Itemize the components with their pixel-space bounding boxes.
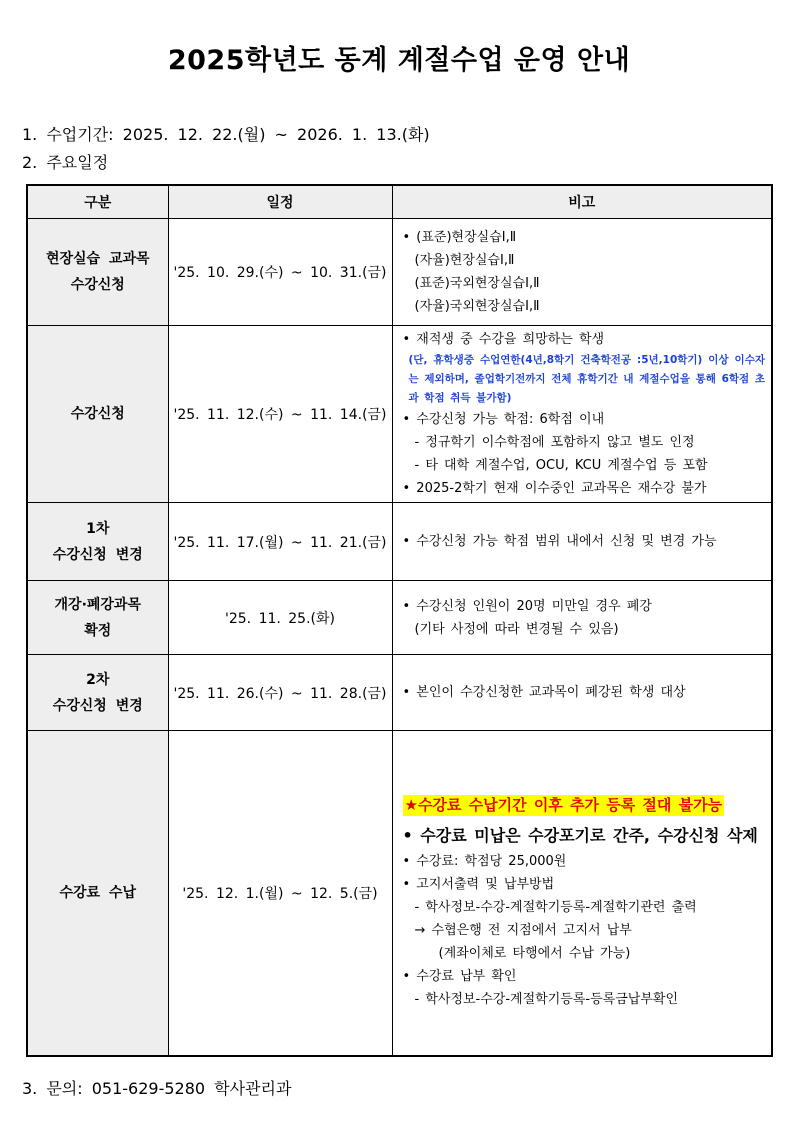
note-item: • 수강신청 가능 학점: 6학점 이내 — [402, 412, 605, 427]
note-item: • 수강료: 학점당 25,000원 — [402, 854, 567, 869]
note-item: • 재적생 중 수강을 희망하는 학생 — [402, 332, 605, 347]
note-item: - 학사정보-수강-계절학기등록-계절학기관련 출력 — [414, 900, 697, 915]
row-category: 수강료 수납 — [27, 731, 168, 1057]
note-item: → 수협은행 전 지점에서 고지서 납부 — [414, 923, 632, 938]
table-row — [27, 581, 772, 655]
header-date: 일정 — [168, 185, 392, 219]
row-category: 1차 수강신청 변경 — [27, 503, 168, 581]
header-notes: 비고 — [392, 185, 772, 219]
row-category: 수강신청 — [27, 326, 168, 503]
leave-restriction-note: (단, 휴학생중 수업연한(4년,8학기 건축학전공 :5년,10학기) 이상 이수자는 제외하며, 졸업학기전까지 전체 휴학기간 내 계절수업을 통해 6학점 초과 학점 취득 불가함) — [408, 354, 765, 404]
row-notes — [392, 731, 772, 1057]
row-date: '25. 11. 25.(화) — [168, 581, 392, 655]
table-row — [27, 731, 772, 1057]
row-category: 개강·폐강과목 확정 — [27, 581, 168, 655]
contact-info: 3. 문의: 051-629-5280 학사관리과 — [22, 1079, 292, 1098]
note-item: • 고지서출력 및 납부방법 — [402, 877, 555, 892]
table-row — [27, 219, 772, 326]
warning-highlight: ★수강료 수납기간 이후 추가 등록 절대 불가능 — [404, 796, 723, 814]
row-notes — [392, 219, 772, 326]
table-row — [27, 326, 772, 503]
note-item: (자율)국외현장실습Ⅰ,Ⅱ — [414, 299, 540, 314]
schedule-heading: 2. 주요일정 — [22, 153, 109, 172]
note-item: - 타 대학 계절수업, OCU, KCU 계절수업 등 포함 — [414, 458, 708, 473]
table-header-row — [27, 185, 772, 219]
row-notes — [392, 503, 772, 581]
header-category: 구분 — [27, 185, 168, 219]
note-item: • 수강료 납부 확인 — [402, 969, 517, 984]
class-period: 1. 수업기간: 2025. 12. 22.(월) ~ 2026. 1. 13.(화) — [22, 125, 430, 144]
row-date: '25. 12. 1.(월) ~ 12. 5.(금) — [168, 731, 392, 1057]
row-category: 현장실습 교과목 수강신청 — [27, 219, 168, 326]
row-date: '25. 10. 29.(수) ~ 10. 31.(금) — [168, 219, 392, 326]
note-item: (기타 사정에 따라 변경될 수 있음) — [414, 621, 619, 637]
note-item: • (표준)현장실습Ⅰ,Ⅱ — [402, 230, 517, 245]
row-notes — [392, 655, 772, 731]
page-title: 2025학년도 동계 계절수업 운영 안내 — [167, 45, 631, 76]
note-item: • 본인이 수강신청한 교과목이 폐강된 학생 대상 — [402, 685, 686, 700]
table-row — [27, 503, 772, 581]
note-item: • 수강료 미납은 수강포기로 간주, 수강신청 삭제 — [402, 826, 758, 845]
note-item: - 학사정보-수강-계절학기등록-등록금납부확인 — [414, 992, 678, 1007]
note-item: (자율)현장실습Ⅰ,Ⅱ — [414, 253, 515, 268]
note-item: • 수강신청 가능 학점 범위 내에서 신청 및 변경 가능 — [402, 534, 717, 549]
row-date: '25. 11. 26.(수) ~ 11. 28.(금) — [168, 655, 392, 731]
table-row — [27, 655, 772, 731]
schedule-table — [26, 184, 773, 1057]
note-item: - 정규학기 이수학점에 포함하지 않고 별도 인정 — [414, 435, 695, 450]
note-item: • 수강신청 인원이 20명 미만일 경우 폐강 — [402, 598, 652, 614]
row-notes — [392, 326, 772, 503]
note-item: (계좌이체로 타행에서 수납 가능) — [438, 946, 631, 961]
note-item: • 2025-2학기 현재 이수중인 교과목은 재수강 불가 — [402, 481, 707, 496]
row-notes — [392, 581, 772, 655]
row-date: '25. 11. 17.(월) ~ 11. 21.(금) — [168, 503, 392, 581]
row-category: 2차 수강신청 변경 — [27, 655, 168, 731]
row-date: '25. 11. 12.(수) ~ 11. 14.(금) — [168, 326, 392, 503]
note-item: (표준)국외현장실습Ⅰ,Ⅱ — [414, 276, 540, 291]
